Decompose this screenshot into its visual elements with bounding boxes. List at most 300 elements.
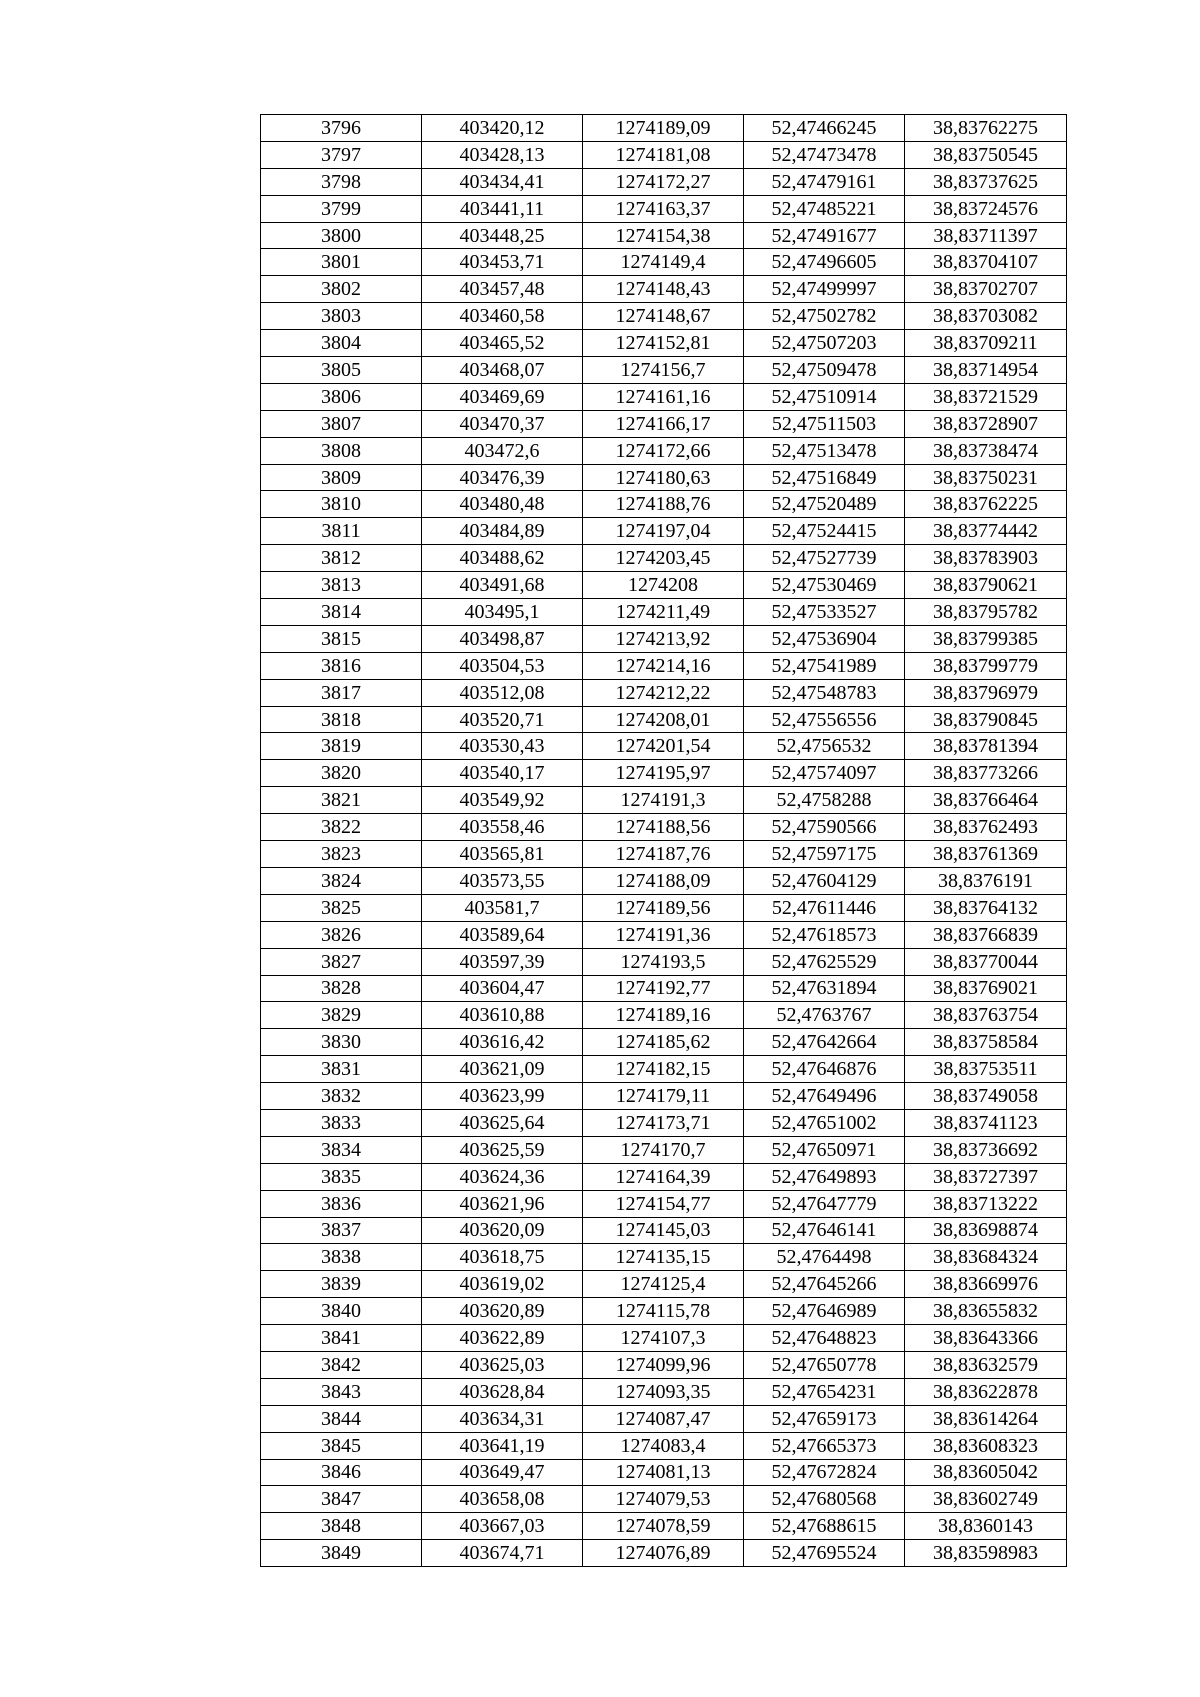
y-coordinate-cell: 1274148,43	[583, 276, 744, 303]
x-coordinate-cell: 403448,25	[422, 222, 583, 249]
table-row	[261, 1378, 1067, 1405]
latitude-cell: 52,47485221	[744, 195, 905, 222]
y-coordinate-cell: 1274179,11	[583, 1083, 744, 1110]
x-coordinate-cell: 403623,99	[422, 1083, 583, 1110]
point-number-cell: 3801	[261, 249, 422, 276]
x-coordinate-cell: 403625,59	[422, 1136, 583, 1163]
latitude-cell: 52,47646989	[744, 1298, 905, 1325]
x-coordinate-cell: 403619,02	[422, 1271, 583, 1298]
longitude-cell: 38,83724576	[905, 195, 1067, 222]
y-coordinate-cell: 1274189,09	[583, 115, 744, 142]
table-row	[261, 1217, 1067, 1244]
table-row	[261, 1163, 1067, 1190]
y-coordinate-cell: 1274180,63	[583, 464, 744, 491]
table-row	[261, 437, 1067, 464]
point-number-cell: 3811	[261, 518, 422, 545]
y-coordinate-cell: 1274149,4	[583, 249, 744, 276]
latitude-cell: 52,47527739	[744, 545, 905, 572]
latitude-cell: 52,47502782	[744, 303, 905, 330]
point-number-cell: 3822	[261, 814, 422, 841]
table-row	[261, 948, 1067, 975]
table-row	[261, 1459, 1067, 1486]
point-number-cell: 3814	[261, 599, 422, 626]
x-coordinate-cell: 403589,64	[422, 921, 583, 948]
latitude-cell: 52,47680568	[744, 1486, 905, 1513]
x-coordinate-cell: 403453,71	[422, 249, 583, 276]
point-number-cell: 3820	[261, 760, 422, 787]
table-row	[261, 1109, 1067, 1136]
table-row	[261, 410, 1067, 437]
y-coordinate-cell: 1274189,16	[583, 1002, 744, 1029]
x-coordinate-cell: 403620,09	[422, 1217, 583, 1244]
longitude-cell: 38,83781394	[905, 733, 1067, 760]
longitude-cell: 38,83750545	[905, 141, 1067, 168]
longitude-cell: 38,83702707	[905, 276, 1067, 303]
table-row	[261, 975, 1067, 1002]
x-coordinate-cell: 403549,92	[422, 787, 583, 814]
latitude-cell: 52,47516849	[744, 464, 905, 491]
table-row	[261, 1540, 1067, 1567]
y-coordinate-cell: 1274173,71	[583, 1109, 744, 1136]
longitude-cell: 38,83773266	[905, 760, 1067, 787]
longitude-cell: 38,83763754	[905, 1002, 1067, 1029]
latitude-cell: 52,47466245	[744, 115, 905, 142]
latitude-cell: 52,47695524	[744, 1540, 905, 1567]
latitude-cell: 52,47499997	[744, 276, 905, 303]
latitude-cell: 52,47647779	[744, 1190, 905, 1217]
point-number-cell: 3807	[261, 410, 422, 437]
x-coordinate-cell: 403565,81	[422, 841, 583, 868]
x-coordinate-cell: 403573,55	[422, 867, 583, 894]
table-row	[261, 357, 1067, 384]
y-coordinate-cell: 1274213,92	[583, 625, 744, 652]
y-coordinate-cell: 1274208	[583, 572, 744, 599]
longitude-cell: 38,83753511	[905, 1056, 1067, 1083]
point-number-cell: 3842	[261, 1351, 422, 1378]
longitude-cell: 38,83750231	[905, 464, 1067, 491]
point-number-cell: 3848	[261, 1513, 422, 1540]
longitude-cell: 38,83796979	[905, 679, 1067, 706]
latitude-cell: 52,47611446	[744, 894, 905, 921]
point-number-cell: 3844	[261, 1405, 422, 1432]
x-coordinate-cell: 403491,68	[422, 572, 583, 599]
x-coordinate-cell: 403624,36	[422, 1163, 583, 1190]
x-coordinate-cell: 403658,08	[422, 1486, 583, 1513]
latitude-cell: 52,47507203	[744, 330, 905, 357]
y-coordinate-cell: 1274154,38	[583, 222, 744, 249]
longitude-cell: 38,83614264	[905, 1405, 1067, 1432]
latitude-cell: 52,47510914	[744, 383, 905, 410]
point-number-cell: 3827	[261, 948, 422, 975]
y-coordinate-cell: 1274192,77	[583, 975, 744, 1002]
point-number-cell: 3799	[261, 195, 422, 222]
x-coordinate-cell: 403428,13	[422, 141, 583, 168]
latitude-cell: 52,47536904	[744, 625, 905, 652]
point-number-cell: 3816	[261, 652, 422, 679]
longitude-cell: 38,83714954	[905, 357, 1067, 384]
y-coordinate-cell: 1274188,56	[583, 814, 744, 841]
point-number-cell: 3803	[261, 303, 422, 330]
x-coordinate-cell: 403621,09	[422, 1056, 583, 1083]
latitude-cell: 52,47530469	[744, 572, 905, 599]
point-number-cell: 3843	[261, 1378, 422, 1405]
x-coordinate-cell: 403634,31	[422, 1405, 583, 1432]
point-number-cell: 3819	[261, 733, 422, 760]
table-row	[261, 652, 1067, 679]
longitude-cell: 38,83684324	[905, 1244, 1067, 1271]
table-row	[261, 1271, 1067, 1298]
x-coordinate-cell: 403472,6	[422, 437, 583, 464]
latitude-cell: 52,47548783	[744, 679, 905, 706]
y-coordinate-cell: 1274081,13	[583, 1459, 744, 1486]
point-number-cell: 3847	[261, 1486, 422, 1513]
x-coordinate-cell: 403488,62	[422, 545, 583, 572]
longitude-cell: 38,83655832	[905, 1298, 1067, 1325]
longitude-cell: 38,83741123	[905, 1109, 1067, 1136]
x-coordinate-cell: 403504,53	[422, 652, 583, 679]
y-coordinate-cell: 1274125,4	[583, 1271, 744, 1298]
table-row	[261, 1190, 1067, 1217]
x-coordinate-cell: 403621,96	[422, 1190, 583, 1217]
table-row	[261, 679, 1067, 706]
y-coordinate-cell: 1274172,27	[583, 168, 744, 195]
longitude-cell: 38,83711397	[905, 222, 1067, 249]
table-row	[261, 572, 1067, 599]
x-coordinate-cell: 403468,07	[422, 357, 583, 384]
y-coordinate-cell: 1274193,5	[583, 948, 744, 975]
y-coordinate-cell: 1274154,77	[583, 1190, 744, 1217]
x-coordinate-cell: 403480,48	[422, 491, 583, 518]
longitude-cell: 38,83738474	[905, 437, 1067, 464]
longitude-cell: 38,83669976	[905, 1271, 1067, 1298]
point-number-cell: 3797	[261, 141, 422, 168]
point-number-cell: 3832	[261, 1083, 422, 1110]
y-coordinate-cell: 1274079,53	[583, 1486, 744, 1513]
latitude-cell: 52,4756532	[744, 733, 905, 760]
y-coordinate-cell: 1274201,54	[583, 733, 744, 760]
table-row	[261, 625, 1067, 652]
point-number-cell: 3837	[261, 1217, 422, 1244]
latitude-cell: 52,47625529	[744, 948, 905, 975]
point-number-cell: 3800	[261, 222, 422, 249]
point-number-cell: 3813	[261, 572, 422, 599]
longitude-cell: 38,83758584	[905, 1029, 1067, 1056]
x-coordinate-cell: 403484,89	[422, 518, 583, 545]
y-coordinate-cell: 1274093,35	[583, 1378, 744, 1405]
longitude-cell: 38,83703082	[905, 303, 1067, 330]
y-coordinate-cell: 1274188,09	[583, 867, 744, 894]
table-row	[261, 841, 1067, 868]
y-coordinate-cell: 1274107,3	[583, 1325, 744, 1352]
point-number-cell: 3798	[261, 168, 422, 195]
table-row	[261, 760, 1067, 787]
table-row	[261, 168, 1067, 195]
table-row	[261, 787, 1067, 814]
point-number-cell: 3831	[261, 1056, 422, 1083]
y-coordinate-cell: 1274135,15	[583, 1244, 744, 1271]
latitude-cell: 52,47650971	[744, 1136, 905, 1163]
table-row	[261, 276, 1067, 303]
table-row	[261, 1056, 1067, 1083]
longitude-cell: 38,8376191	[905, 867, 1067, 894]
y-coordinate-cell: 1274185,62	[583, 1029, 744, 1056]
table-row	[261, 1298, 1067, 1325]
point-number-cell: 3846	[261, 1459, 422, 1486]
point-number-cell: 3824	[261, 867, 422, 894]
x-coordinate-cell: 403581,7	[422, 894, 583, 921]
longitude-cell: 38,83799385	[905, 625, 1067, 652]
point-number-cell: 3804	[261, 330, 422, 357]
y-coordinate-cell: 1274172,66	[583, 437, 744, 464]
point-number-cell: 3809	[261, 464, 422, 491]
latitude-cell: 52,47513478	[744, 437, 905, 464]
table-row	[261, 303, 1067, 330]
latitude-cell: 52,47648823	[744, 1325, 905, 1352]
y-coordinate-cell: 1274087,47	[583, 1405, 744, 1432]
x-coordinate-cell: 403469,69	[422, 383, 583, 410]
latitude-cell: 52,47654231	[744, 1378, 905, 1405]
latitude-cell: 52,47520489	[744, 491, 905, 518]
x-coordinate-cell: 403622,89	[422, 1325, 583, 1352]
x-coordinate-cell: 403597,39	[422, 948, 583, 975]
longitude-cell: 38,83598983	[905, 1540, 1067, 1567]
x-coordinate-cell: 403604,47	[422, 975, 583, 1002]
point-number-cell: 3839	[261, 1271, 422, 1298]
table-row	[261, 1136, 1067, 1163]
longitude-cell: 38,83749058	[905, 1083, 1067, 1110]
latitude-cell: 52,47541989	[744, 652, 905, 679]
latitude-cell: 52,47650778	[744, 1351, 905, 1378]
x-coordinate-cell: 403616,42	[422, 1029, 583, 1056]
longitude-cell: 38,83709211	[905, 330, 1067, 357]
latitude-cell: 52,47646876	[744, 1056, 905, 1083]
table-row	[261, 867, 1067, 894]
table-row	[261, 1513, 1067, 1540]
point-number-cell: 3835	[261, 1163, 422, 1190]
longitude-cell: 38,83799779	[905, 652, 1067, 679]
coordinates-table-body	[261, 115, 1067, 1567]
y-coordinate-cell: 1274148,67	[583, 303, 744, 330]
latitude-cell: 52,47533527	[744, 599, 905, 626]
y-coordinate-cell: 1274099,96	[583, 1351, 744, 1378]
latitude-cell: 52,47509478	[744, 357, 905, 384]
y-coordinate-cell: 1274208,01	[583, 706, 744, 733]
point-number-cell: 3815	[261, 625, 422, 652]
x-coordinate-cell: 403498,87	[422, 625, 583, 652]
latitude-cell: 52,4763767	[744, 1002, 905, 1029]
y-coordinate-cell: 1274161,16	[583, 383, 744, 410]
x-coordinate-cell: 403618,75	[422, 1244, 583, 1271]
table-row	[261, 599, 1067, 626]
longitude-cell: 38,83764132	[905, 894, 1067, 921]
y-coordinate-cell: 1274115,78	[583, 1298, 744, 1325]
y-coordinate-cell: 1274191,3	[583, 787, 744, 814]
table-row	[261, 1244, 1067, 1271]
table-row	[261, 491, 1067, 518]
y-coordinate-cell: 1274197,04	[583, 518, 744, 545]
x-coordinate-cell: 403641,19	[422, 1432, 583, 1459]
table-row	[261, 1325, 1067, 1352]
longitude-cell: 38,83727397	[905, 1163, 1067, 1190]
latitude-cell: 52,47659173	[744, 1405, 905, 1432]
latitude-cell: 52,47473478	[744, 141, 905, 168]
latitude-cell: 52,47479161	[744, 168, 905, 195]
latitude-cell: 52,47649893	[744, 1163, 905, 1190]
longitude-cell: 38,83769021	[905, 975, 1067, 1002]
table-row	[261, 383, 1067, 410]
longitude-cell: 38,83766839	[905, 921, 1067, 948]
latitude-cell: 52,47524415	[744, 518, 905, 545]
point-number-cell: 3812	[261, 545, 422, 572]
point-number-cell: 3829	[261, 1002, 422, 1029]
y-coordinate-cell: 1274195,97	[583, 760, 744, 787]
point-number-cell: 3796	[261, 115, 422, 142]
table-row	[261, 921, 1067, 948]
y-coordinate-cell: 1274156,7	[583, 357, 744, 384]
x-coordinate-cell: 403476,39	[422, 464, 583, 491]
latitude-cell: 52,47651002	[744, 1109, 905, 1136]
point-number-cell: 3849	[261, 1540, 422, 1567]
point-number-cell: 3805	[261, 357, 422, 384]
latitude-cell: 52,47646141	[744, 1217, 905, 1244]
latitude-cell: 52,47590566	[744, 814, 905, 841]
table-row	[261, 706, 1067, 733]
longitude-cell: 38,83605042	[905, 1459, 1067, 1486]
table-row	[261, 141, 1067, 168]
longitude-cell: 38,83790845	[905, 706, 1067, 733]
x-coordinate-cell: 403625,03	[422, 1351, 583, 1378]
table-row	[261, 733, 1067, 760]
latitude-cell: 52,4764498	[744, 1244, 905, 1271]
longitude-cell: 38,83762275	[905, 115, 1067, 142]
table-row	[261, 1029, 1067, 1056]
latitude-cell: 52,47631894	[744, 975, 905, 1002]
x-coordinate-cell: 403667,03	[422, 1513, 583, 1540]
latitude-cell: 52,47604129	[744, 867, 905, 894]
longitude-cell: 38,83698874	[905, 1217, 1067, 1244]
longitude-cell: 38,83643366	[905, 1325, 1067, 1352]
y-coordinate-cell: 1274164,39	[583, 1163, 744, 1190]
table-row	[261, 894, 1067, 921]
x-coordinate-cell: 403460,58	[422, 303, 583, 330]
point-number-cell: 3817	[261, 679, 422, 706]
latitude-cell: 52,47511503	[744, 410, 905, 437]
longitude-cell: 38,83774442	[905, 518, 1067, 545]
longitude-cell: 38,83721529	[905, 383, 1067, 410]
table-row	[261, 464, 1067, 491]
longitude-cell: 38,83602749	[905, 1486, 1067, 1513]
point-number-cell: 3841	[261, 1325, 422, 1352]
longitude-cell: 38,83790621	[905, 572, 1067, 599]
longitude-cell: 38,83737625	[905, 168, 1067, 195]
latitude-cell: 52,47491677	[744, 222, 905, 249]
point-number-cell: 3836	[261, 1190, 422, 1217]
latitude-cell: 52,47574097	[744, 760, 905, 787]
y-coordinate-cell: 1274145,03	[583, 1217, 744, 1244]
y-coordinate-cell: 1274152,81	[583, 330, 744, 357]
longitude-cell: 38,83761369	[905, 841, 1067, 868]
latitude-cell: 52,47496605	[744, 249, 905, 276]
table-row	[261, 1432, 1067, 1459]
y-coordinate-cell: 1274211,49	[583, 599, 744, 626]
longitude-cell: 38,83622878	[905, 1378, 1067, 1405]
latitude-cell: 52,4758288	[744, 787, 905, 814]
table-row	[261, 249, 1067, 276]
point-number-cell: 3825	[261, 894, 422, 921]
table-row	[261, 115, 1067, 142]
longitude-cell: 38,83762493	[905, 814, 1067, 841]
x-coordinate-cell: 403558,46	[422, 814, 583, 841]
y-coordinate-cell: 1274187,76	[583, 841, 744, 868]
point-number-cell: 3810	[261, 491, 422, 518]
x-coordinate-cell: 403434,41	[422, 168, 583, 195]
point-number-cell: 3808	[261, 437, 422, 464]
y-coordinate-cell: 1274212,22	[583, 679, 744, 706]
point-number-cell: 3834	[261, 1136, 422, 1163]
latitude-cell: 52,47645266	[744, 1271, 905, 1298]
longitude-cell: 38,83770044	[905, 948, 1067, 975]
y-coordinate-cell: 1274181,08	[583, 141, 744, 168]
point-number-cell: 3845	[261, 1432, 422, 1459]
y-coordinate-cell: 1274203,45	[583, 545, 744, 572]
point-number-cell: 3838	[261, 1244, 422, 1271]
y-coordinate-cell: 1274182,15	[583, 1056, 744, 1083]
latitude-cell: 52,47618573	[744, 921, 905, 948]
latitude-cell: 52,47672824	[744, 1459, 905, 1486]
longitude-cell: 38,83762225	[905, 491, 1067, 518]
y-coordinate-cell: 1274189,56	[583, 894, 744, 921]
table-row	[261, 222, 1067, 249]
point-number-cell: 3828	[261, 975, 422, 1002]
point-number-cell: 3840	[261, 1298, 422, 1325]
table-row	[261, 1083, 1067, 1110]
longitude-cell: 38,83766464	[905, 787, 1067, 814]
longitude-cell: 38,83795782	[905, 599, 1067, 626]
coordinates-table	[260, 114, 1067, 1567]
longitude-cell: 38,83704107	[905, 249, 1067, 276]
x-coordinate-cell: 403495,1	[422, 599, 583, 626]
latitude-cell: 52,47688615	[744, 1513, 905, 1540]
y-coordinate-cell: 1274163,37	[583, 195, 744, 222]
point-number-cell: 3806	[261, 383, 422, 410]
y-coordinate-cell: 1274083,4	[583, 1432, 744, 1459]
y-coordinate-cell: 1274170,7	[583, 1136, 744, 1163]
x-coordinate-cell: 403540,17	[422, 760, 583, 787]
point-number-cell: 3821	[261, 787, 422, 814]
table-row	[261, 330, 1067, 357]
x-coordinate-cell: 403530,43	[422, 733, 583, 760]
longitude-cell: 38,83736692	[905, 1136, 1067, 1163]
y-coordinate-cell: 1274191,36	[583, 921, 744, 948]
x-coordinate-cell: 403520,71	[422, 706, 583, 733]
x-coordinate-cell: 403620,89	[422, 1298, 583, 1325]
y-coordinate-cell: 1274214,16	[583, 652, 744, 679]
latitude-cell: 52,47597175	[744, 841, 905, 868]
x-coordinate-cell: 403674,71	[422, 1540, 583, 1567]
latitude-cell: 52,47649496	[744, 1083, 905, 1110]
table-row	[261, 545, 1067, 572]
longitude-cell: 38,83632579	[905, 1351, 1067, 1378]
table-row	[261, 1351, 1067, 1378]
table-row	[261, 1405, 1067, 1432]
table-row	[261, 814, 1067, 841]
y-coordinate-cell: 1274076,89	[583, 1540, 744, 1567]
x-coordinate-cell: 403441,11	[422, 195, 583, 222]
point-number-cell: 3830	[261, 1029, 422, 1056]
y-coordinate-cell: 1274188,76	[583, 491, 744, 518]
y-coordinate-cell: 1274166,17	[583, 410, 744, 437]
point-number-cell: 3826	[261, 921, 422, 948]
